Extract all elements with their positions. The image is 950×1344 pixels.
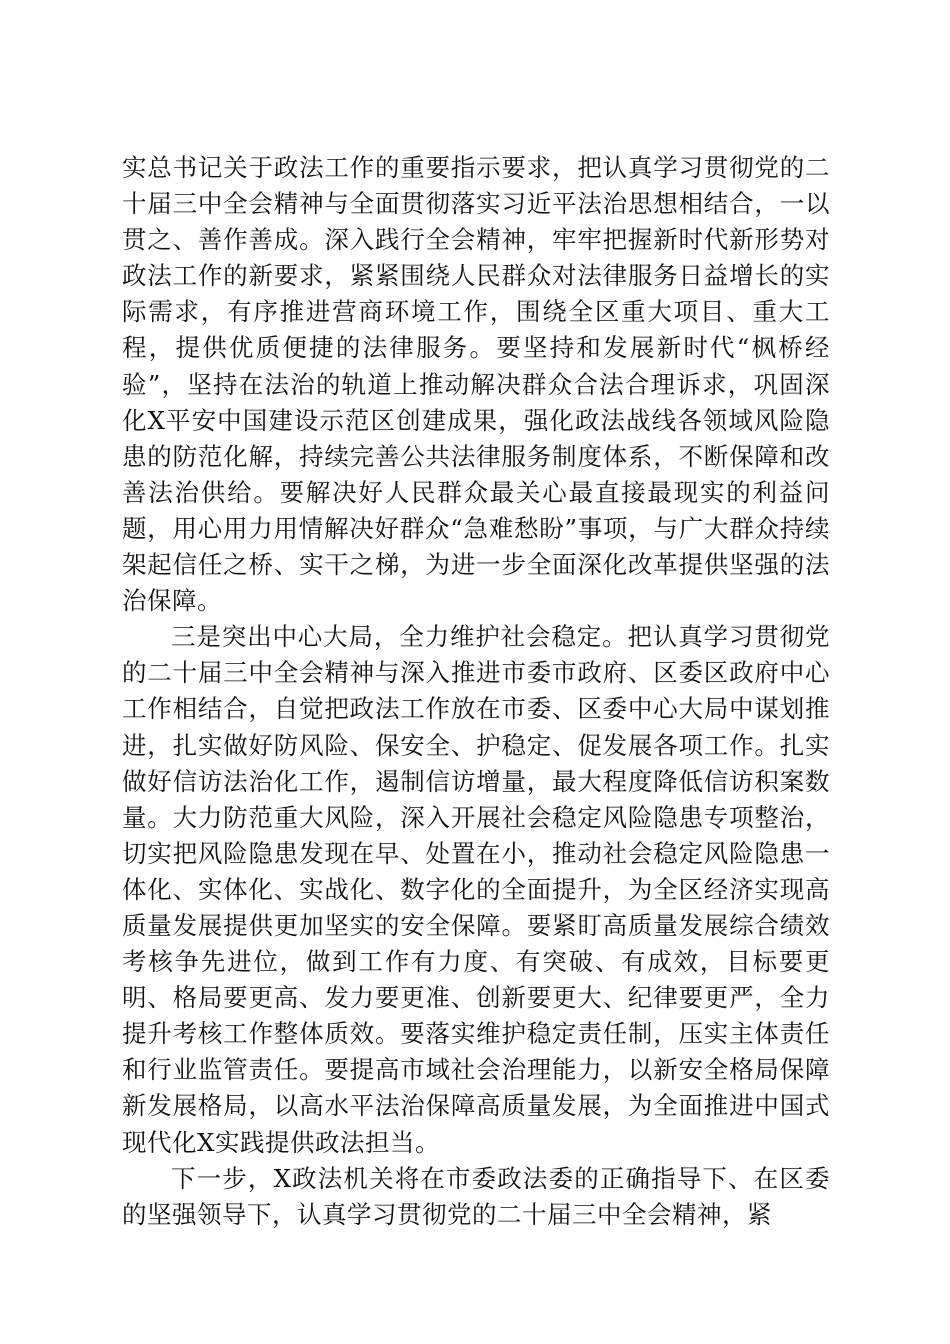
document-body (122, 150, 830, 1233)
paragraph-next-step: 下一步，X政法机关将在市委政法委的正确指导下、在区委的坚强领导下，认真学习贯彻党的二十届三中全会精神，紧 (122, 1163, 830, 1229)
paragraph-continued: 实总书记关于政法工作的重要指示要求，把认真学习贯彻党的二十届三中全会精神与全面贯彻落实习近平法治思想相结合，一以贯之、善作善成。深入践行全会精神，牢牢把握新时代新形势对政法工作的新要求，紧紧围绕人民群众对法律服务日益增长的实际需求，有序推进营商环境工作，围绕全区重大项目、重大工程，提供优质便捷的法律服务。要坚持和发展新时代“枫桥经验”，坚持在法治的轨道上推动解决群众合法合理诉求，巩固深化X平安中国建设示范区创建成果，强化政法战线各领域风险隐患的防范化解，持续完善公共法律服务制度体系，不断保障和改善法治供给。要解决好人民群众最关心最直接最现实的利益问题，用心用力用情解决好群众“急难愁盼”事项，与广大群众持续架起信任之桥、实干之梯，为进一步全面深化改革提供坚强的法治保障。 (122, 153, 830, 616)
paragraph-third-point: 三是突出中心大局，全力维护社会稳定。把认真学习贯彻党的二十届三中全会精神与深入推进市委市政府、区委区政府中心工作相结合，自觉把政法工作放在市委、区委中心大局中谋划推进，扎实做好防风险、保安全、护稳定、促发展各项工作。扎实做好信访法治化工作，遏制信访增量，最大程度降低信访积案数量。大力防范重大风险，深入开展社会稳定风险隐患专项整治，切实把风险隐患发现在早、处置在小，推动社会稳定风险隐患一体化、实体化、实战化、数字化的全面提升，为全区经济实现高质量发展提供更加坚实的安全保障。要紧盯高质量发展综合绩效考核争先进位，做到工作有力度、有突破、有成效，目标要更明、格局要更高、发力要更准、创新要更大、纪律要更严，全力提升考核工作整体质效。要落实维护稳定责任制，压实主体责任和行业监管责任。要提高市域社会治理能力，以新安全格局保障新发展格局，以高水平法治保障高质量发展，为全面推进中国式现代化X实践提供政法担当。 (122, 622, 830, 1157)
